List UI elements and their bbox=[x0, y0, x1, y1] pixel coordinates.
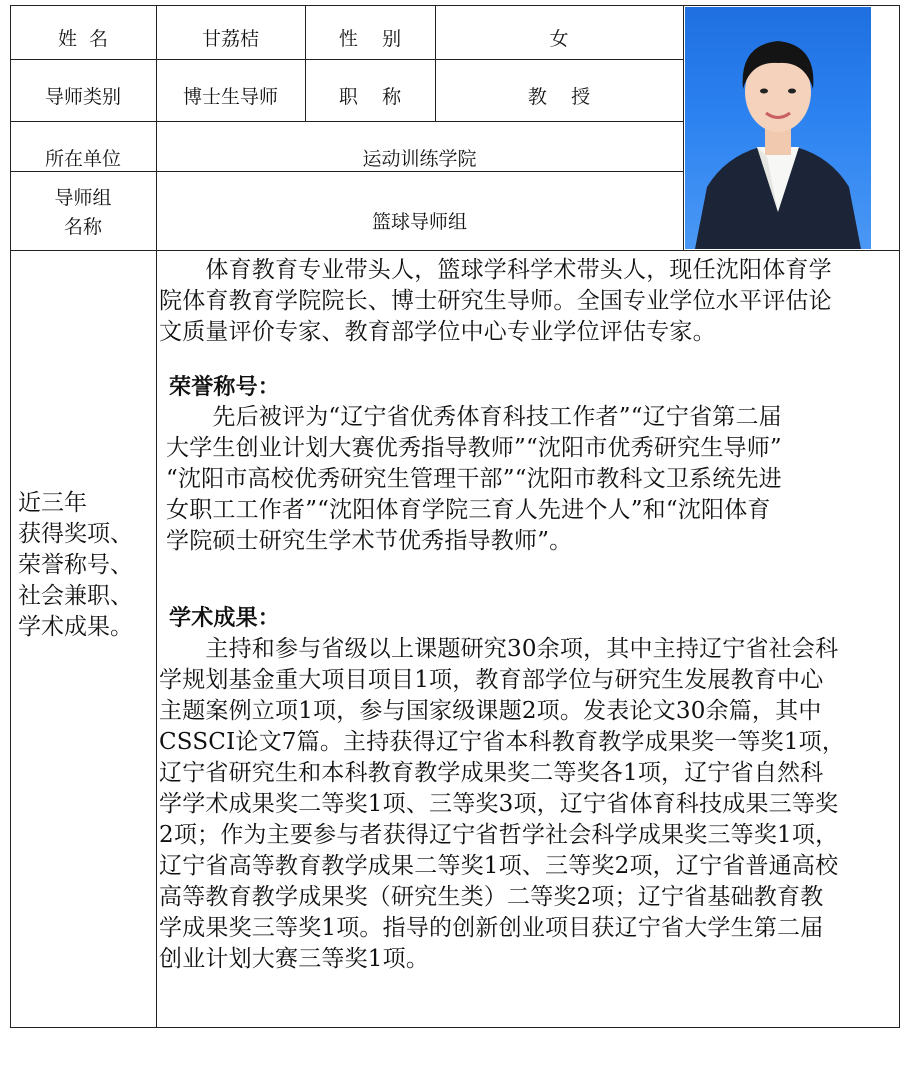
portrait-icon bbox=[685, 7, 871, 249]
bio-line: 学院硕士研究生学术节优秀指导教师”。 bbox=[166, 528, 573, 554]
row-divider-2 bbox=[10, 121, 683, 122]
side-label-line: 社会兼职、 bbox=[18, 583, 133, 609]
job-title-value: 教 授 bbox=[527, 86, 591, 108]
bio-line: 大学生创业计划大赛优秀指导教师”“沈阳市优秀研究生导师” bbox=[166, 435, 782, 461]
unit-label: 所在单位 bbox=[44, 148, 121, 170]
table-border-top bbox=[10, 5, 900, 6]
bio-line: 女职工工作者”“沈阳体育学院三育人先进个人”和“沈阳体育 bbox=[166, 497, 771, 523]
honors-heading-text: 荣誉称号： bbox=[169, 374, 281, 400]
group-label-line1: 导师组 bbox=[54, 187, 112, 209]
bio-line: 学学术成果奖二等奖1项、三等奖3项，辽宁省体育科技成果三等奖 bbox=[159, 791, 839, 817]
table-border-bottom bbox=[10, 1027, 900, 1028]
bio-line: 先后被评为“辽宁省优秀体育科技工作者”“辽宁省第二届 bbox=[166, 404, 782, 430]
bio-line: “沈阳市高校优秀研究生管理干部”“沈阳市教科文卫系统先进 bbox=[166, 466, 782, 492]
bio-line: 学成果奖三等奖1项。指导的创新创业项目获辽宁省大学生第二届 bbox=[159, 915, 824, 941]
bio-line: 文质量评价专家、教育部学位中心专业学位评估专家。 bbox=[159, 319, 716, 345]
advisor-type-value: 博士生导师 bbox=[182, 86, 278, 108]
bio-line: CSSCI论文7篇。主持获得辽宁省本科教育教学成果奖一等奖1项， bbox=[159, 729, 846, 755]
advisor-type-label: 导师类别 bbox=[44, 86, 121, 108]
portrait-photo bbox=[685, 7, 871, 249]
side-label bbox=[18, 488, 133, 643]
group-label-line2: 名称 bbox=[63, 216, 102, 238]
bio-line: 创业计划大赛三等奖1项。 bbox=[159, 946, 430, 972]
bio-line: 体育教育专业带头人，篮球学科学术带头人，现任沈阳体育学 bbox=[159, 257, 832, 283]
row-divider-4 bbox=[10, 250, 900, 251]
name-label: 姓 名 bbox=[57, 28, 109, 50]
bio-academic bbox=[159, 634, 899, 975]
gender-label: 性 别 bbox=[338, 28, 402, 50]
group-value: 篮球导师组 bbox=[371, 211, 467, 233]
name-value: 甘荔桔 bbox=[201, 28, 259, 50]
bio-line: 学规划基金重大项目项目1项，教育部学位与研究生发展教育中心 bbox=[159, 667, 824, 693]
bio-line: 院体育教育学院院长、博士研究生导师。全国专业学位水平评估论 bbox=[159, 288, 832, 314]
side-label-line: 获得奖项、 bbox=[18, 521, 133, 547]
side-label-line: 近三年 bbox=[18, 490, 87, 516]
academic-heading bbox=[169, 603, 906, 634]
academic-heading-text: 学术成果： bbox=[169, 605, 281, 631]
side-label-line: 学术成果。 bbox=[18, 614, 133, 640]
gender-value: 女 bbox=[549, 28, 569, 50]
bio-intro bbox=[159, 255, 899, 348]
bio-line: 高等教育教学成果奖（研究生类）二等奖2项；辽宁省基础教育教 bbox=[159, 884, 824, 910]
bio-line: 主持和参与省级以上课题研究30余项，其中主持辽宁省社会科 bbox=[159, 636, 839, 662]
bio-honors bbox=[166, 402, 899, 557]
bio-line: 辽宁省研究生和本科教育教学成果奖二等奖各1项，辽宁省自然科 bbox=[159, 760, 824, 786]
table-border-right bbox=[899, 5, 900, 1028]
side-label-line: 荣誉称号、 bbox=[18, 552, 133, 578]
job-title-label: 职 称 bbox=[338, 86, 402, 108]
bio-line: 2项；作为主要参与者获得辽宁省哲学社会科学成果奖三等奖1项， bbox=[159, 822, 839, 848]
col-divider-4 bbox=[683, 5, 684, 251]
bio-line: 主题案例立项1项，参与国家级课题2项。发表论文30余篇，其中 bbox=[159, 698, 822, 724]
unit-value: 运动训练学院 bbox=[362, 148, 477, 170]
row-divider-3 bbox=[10, 171, 683, 172]
honors-heading bbox=[169, 372, 906, 403]
row-divider-1 bbox=[10, 59, 683, 60]
bio-line: 辽宁省高等教育教学成果二等奖1项、三等奖2项，辽宁省普通高校 bbox=[159, 853, 839, 879]
